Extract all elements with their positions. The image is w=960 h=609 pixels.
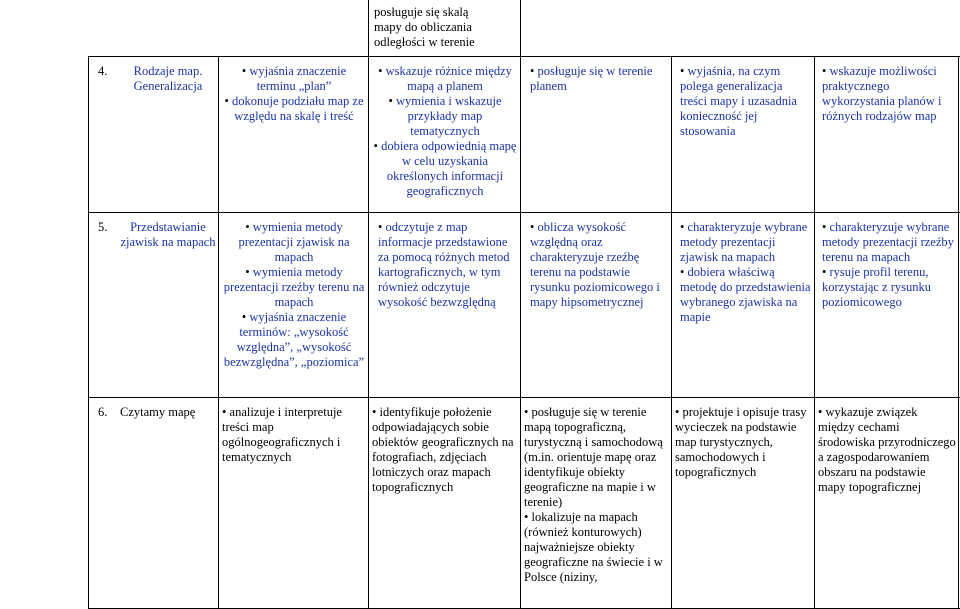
list-item: • charakteryzuje wybrane metody prezentacji rzeźby terenu na mapach — [822, 220, 956, 265]
top-fragment-line: odległości w terenie — [374, 35, 475, 49]
top-fragment-cell — [374, 5, 518, 50]
row-6-col4 — [524, 405, 668, 585]
top-fragment-line: mapy do obliczania — [374, 20, 472, 34]
list-item: • wskazuje różnice między mapą a planem — [372, 64, 518, 94]
table-border — [88, 56, 89, 609]
row-title: Rodzaje map. Generalizacja — [133, 64, 203, 93]
list-item: • wyjaśnia znaczenie terminów: „wysokość względna”, „wysokość bezwzględna”, „poziomica” — [222, 310, 366, 370]
list-item: • wykazuje związek między cechami środowiska przyrodniczego a zagospodarowaniem obszaru na podstawie mapy topograficznej — [818, 405, 956, 495]
top-fragment-line: posługuje się skalą — [374, 5, 469, 19]
list-item: • odczytuje z map informacje przedstawione za pomocą różnych metod kartograficznych, w tym również odczytuje wysokość bezwzględną — [378, 220, 516, 310]
list-item: • wymienia metody prezentacji zjawisk na mapach — [222, 220, 366, 265]
row-number: 5. — [98, 220, 108, 234]
table-border — [520, 56, 521, 609]
table-border — [88, 212, 960, 213]
row-4-topic — [92, 64, 216, 94]
list-item: • wskazuje możliwości praktycznego wykorzystania planów i różnych rodzajów map — [822, 64, 956, 124]
row-6-topic — [92, 405, 216, 420]
list-item: • wyjaśnia znaczenie terminu „plan” — [222, 64, 366, 94]
list-item: • charakteryzuje wybrane metody prezentacji zjawisk na mapach — [680, 220, 812, 265]
row-5-col6 — [822, 220, 956, 310]
list-item: • projektuje i opisuje trasy wycieczek na podstawie map turystycznych, samochodowych i topograficznych — [675, 405, 812, 480]
table-border — [88, 397, 960, 398]
table-border — [368, 0, 369, 56]
list-item: • wymienia i wskazuje przykłady map tematycznych — [372, 94, 518, 139]
list-item: • dobiera odpowiednią mapę w celu uzyskania określonych informacji geograficznych — [372, 139, 518, 199]
row-4-col5 — [680, 64, 812, 139]
list-item: • rysuje profil terenu, korzystając z rysunku poziomicowego — [822, 265, 956, 310]
list-item: • oblicza wysokość względną oraz charakteryzuje rzeźbę terenu na podstawie rysunku poziomicowego i mapy hipsometrycznej — [530, 220, 668, 310]
row-5-col5 — [680, 220, 812, 325]
list-item: • analizuje i interpretuje treści map ogólnogeograficznych i tematycznych — [222, 405, 366, 465]
row-title: Czytamy mapę — [120, 405, 196, 419]
list-item: • identyfikuje położenie odpowiadających sobie obiektów geograficznych na fotografiach, zdjęciach lotniczych oraz mapach topograficznych — [372, 405, 518, 495]
table-border — [218, 56, 219, 609]
list-item: • wyjaśnia, na czym polega generalizacja treści mapy i uzasadnia konieczność jej stosowania — [680, 64, 812, 139]
row-6-col3 — [372, 405, 518, 495]
row-number: 6. — [98, 405, 108, 419]
row-5-col4 — [530, 220, 668, 310]
row-5-col2 — [222, 220, 366, 370]
row-4-col2 — [222, 64, 366, 124]
list-item: • dokonuje podziału map ze względu na skalę i treść — [222, 94, 366, 124]
list-item: • lokalizuje na mapach (również konturowych) najważniejsze obiekty geograficzne na świecie i w Polsce (niziny, — [524, 510, 668, 585]
list-item: • posługuje się w terenie mapą topograficzną, turystyczną i samochodową (m.in. orientuje mapę oraz identyfikuje obiekty geograficzne na mapie i w terenie) — [524, 405, 668, 510]
list-item: • wymienia metody prezentacji rzeźby terenu na mapach — [222, 265, 366, 310]
row-4-col4 — [530, 64, 668, 94]
table-border — [958, 56, 959, 609]
row-number: 4. — [98, 64, 108, 78]
row-5-topic — [92, 220, 216, 250]
table-border — [671, 56, 672, 609]
table-border — [368, 56, 369, 609]
list-item: • posługuje się w terenie planem — [530, 64, 668, 94]
table-border — [520, 0, 521, 56]
list-item: • dobiera właściwą metodę do przedstawienia wybranego zjawiska na mapie — [680, 265, 812, 325]
row-4-col6 — [822, 64, 956, 124]
row-5-col3 — [378, 220, 516, 310]
row-6-col6 — [818, 405, 956, 495]
row-4-col3 — [372, 64, 518, 199]
row-title: Przedstawianie zjawisk na mapach — [120, 220, 216, 249]
row-6-col5 — [675, 405, 812, 480]
table-border — [814, 56, 815, 609]
row-6-col2 — [222, 405, 366, 465]
